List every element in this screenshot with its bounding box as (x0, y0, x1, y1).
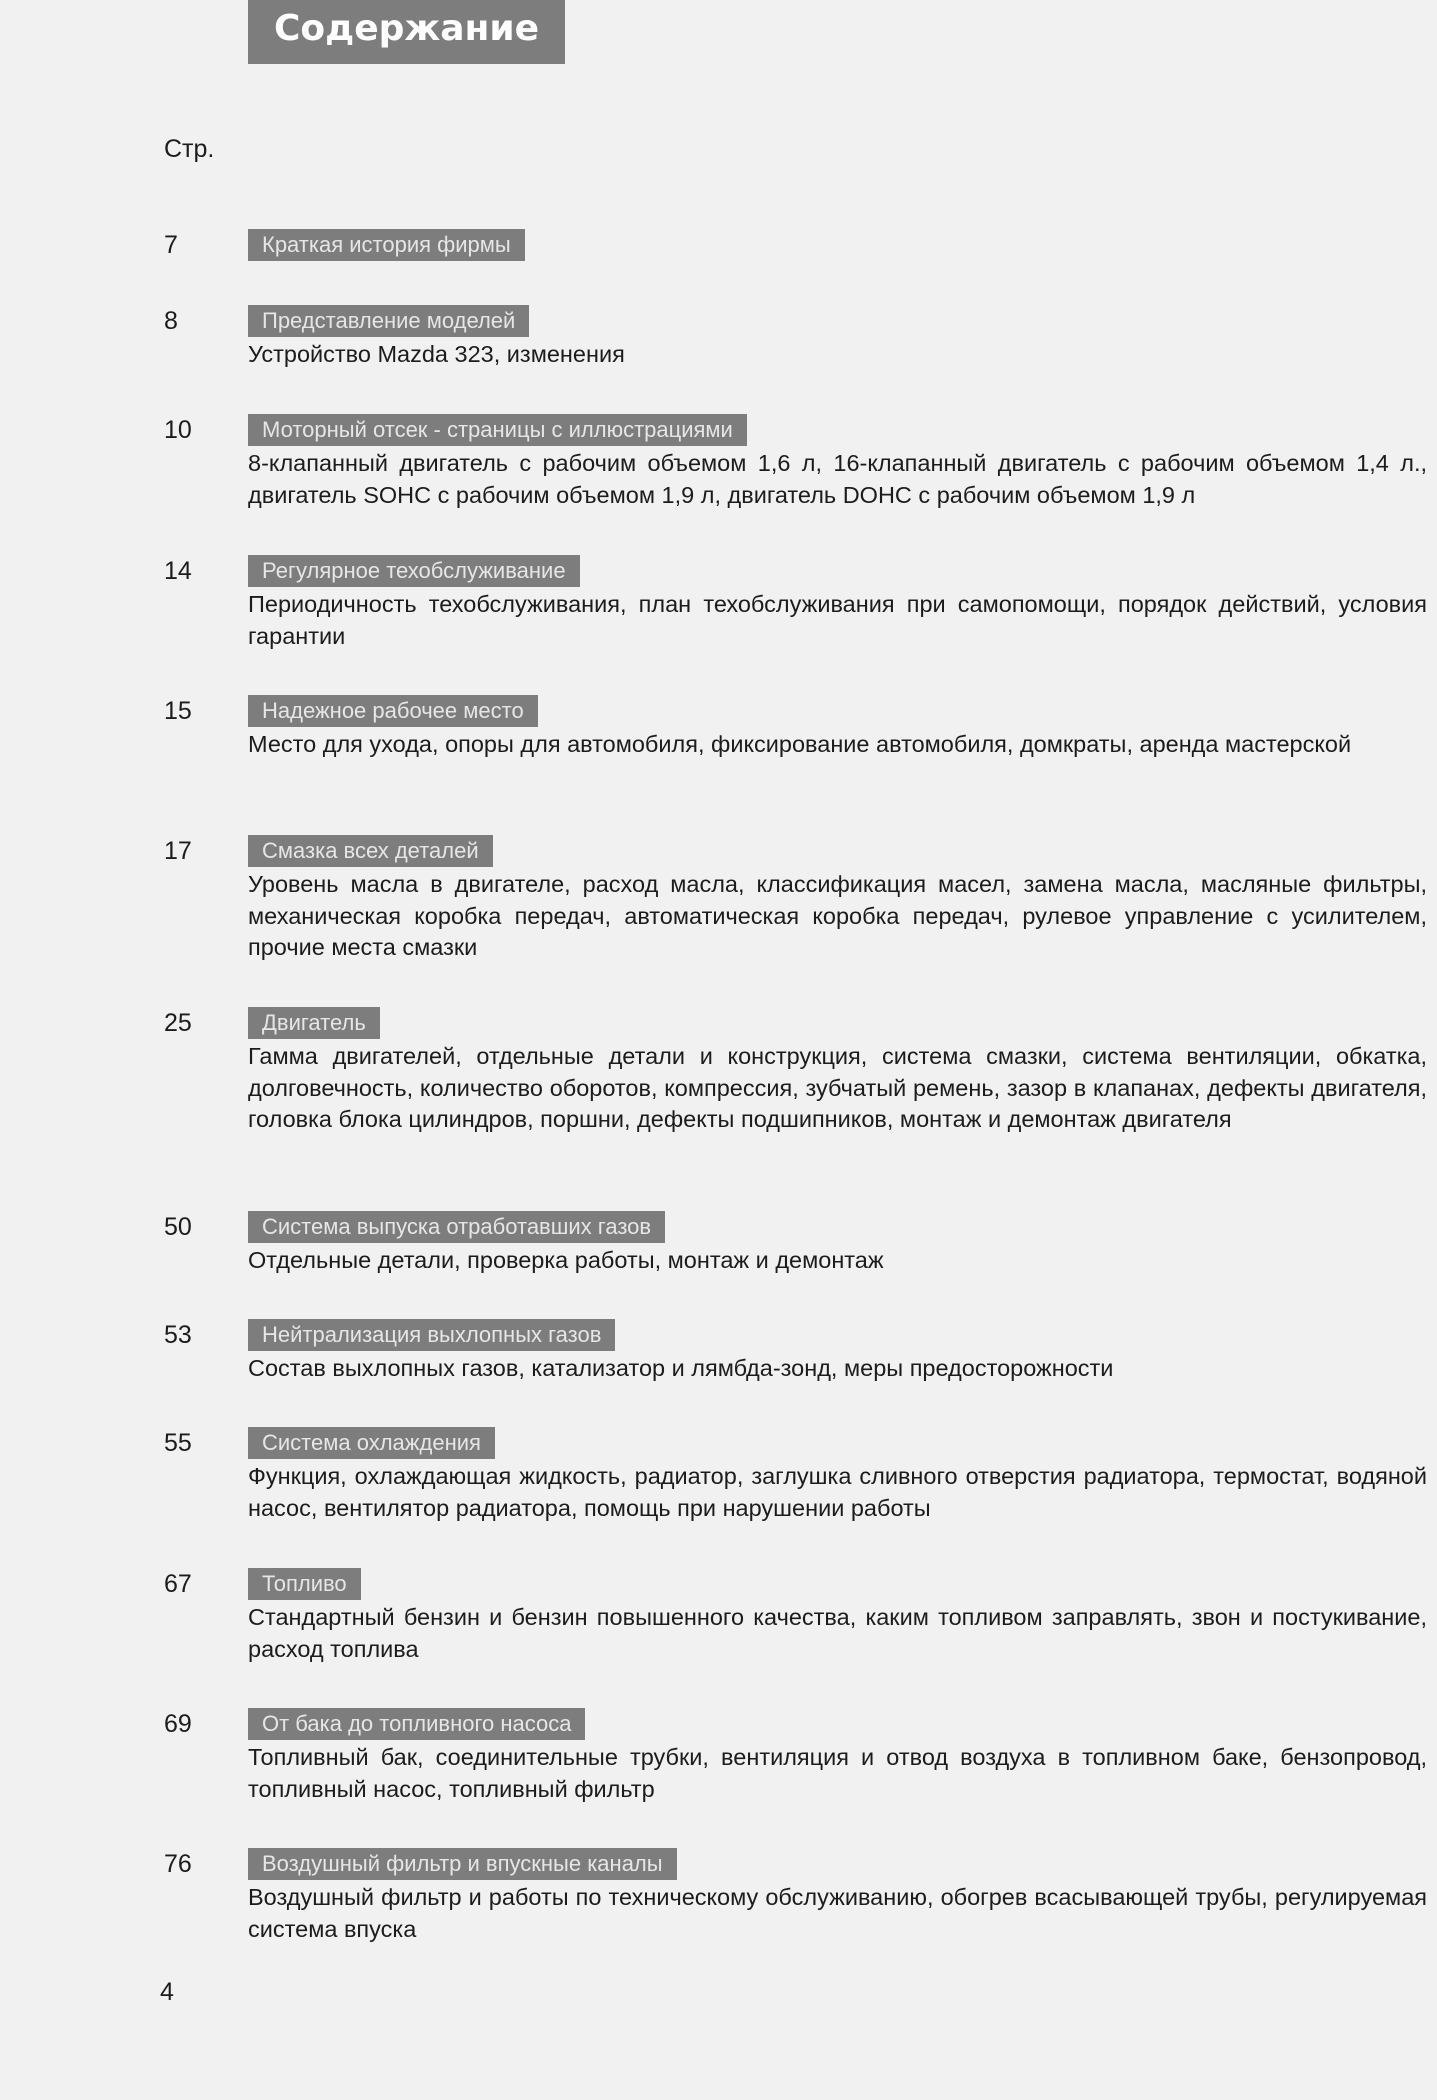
toc-section-description: Стандартный бензин и бензин повышенного качества, каким топливом заправлять, звон и постукивание, расход топлива (248, 1604, 1427, 1662)
toc-section-description: Топливный бак, соединительные трубки, вентиляция и отвод воздуха в топливном баке, бензопровод, топливный насос, топливный фильтр (248, 1744, 1427, 1802)
page-title: Содержание (248, 0, 565, 64)
toc-page-number: 25 (164, 1009, 192, 1037)
page-column-label: Стр. (164, 135, 215, 163)
toc-section-description: 8-клапанный двигатель с рабочим объемом 1,6 л, 16-клапанный двигатель с рабочим объемом 1,4 л., двигатель SOHC с рабочим объемом 1,9 л, двигатель DOHC с рабочим объемом 1,9 л (248, 450, 1427, 508)
toc-section-title[interactable]: Смазка всех деталей (248, 835, 493, 867)
toc-section-title[interactable]: Представление моделей (248, 305, 529, 337)
toc-section-description: Уровень масла в двигателе, расход масла, классификация масел, замена масла, масляные фильтры, механическая коробка передач, автоматическая коробка передач, рулевое управление с усилителем, прочие места смазки (248, 871, 1427, 960)
toc-section-title[interactable]: Система охлаждения (248, 1427, 495, 1459)
toc-page-number: 55 (164, 1429, 192, 1457)
toc-section-title[interactable]: Регулярное техобслуживание (248, 555, 580, 587)
toc-section-description: Отдельные детали, проверка работы, монтаж и демонтаж (248, 1247, 884, 1273)
toc-section-title[interactable]: Воздушный фильтр и впускные каналы (248, 1848, 677, 1880)
toc-page-number: 7 (164, 231, 178, 259)
toc-section-description: Гамма двигателей, отдельные детали и конструкция, система смазки, система вентиляции, обкатка, долговечность, количество оборотов, компрессия, зубчатый ремень, зазор в клапанах, дефекты двигателя, головка блока цилиндров, поршни, дефекты подшипников, монтаж и демонтаж двигателя (248, 1043, 1427, 1132)
toc-section-description: Воздушный фильтр и работы по техническому обслуживанию, обогрев всасывающей трубы, регулируемая система впуска (248, 1884, 1427, 1942)
page-number: 4 (160, 1978, 174, 2006)
toc-section-title[interactable]: От бака до топливного насоса (248, 1708, 585, 1740)
toc-section-description: Функция, охлаждающая жидкость, радиатор, заглушка сливного отверстия радиатора, термостат, водяной насос, вентилятор радиатора, помощь при нарушении работы (248, 1463, 1427, 1521)
toc-section-title[interactable]: Моторный отсек - страницы с иллюстрациями (248, 414, 747, 446)
toc-page-number: 76 (164, 1850, 192, 1878)
toc-section-title[interactable]: Нейтрализация выхлопных газов (248, 1319, 615, 1351)
toc-section-title[interactable]: Двигатель (248, 1007, 380, 1039)
toc-page-number: 17 (164, 837, 192, 865)
toc-page-number: 8 (164, 307, 178, 335)
toc-section-description: Место для ухода, опоры для автомобиля, фиксирование автомобиля, домкраты, аренда мастерской (248, 731, 1352, 757)
toc-page-number: 14 (164, 557, 192, 585)
toc-page-number: 69 (164, 1710, 192, 1738)
toc-section-title[interactable]: Система выпуска отработавших газов (248, 1211, 665, 1243)
toc-page-number: 53 (164, 1321, 192, 1349)
toc-section-title[interactable]: Топливо (248, 1568, 361, 1600)
toc-section-description: Состав выхлопных газов, катализатор и лямбда-зонд, меры предосторожности (248, 1355, 1114, 1381)
toc-page-number: 10 (164, 416, 192, 444)
toc-section-title[interactable]: Краткая история фирмы (248, 229, 525, 261)
toc-page-number: 50 (164, 1213, 192, 1241)
toc-page-number: 67 (164, 1570, 192, 1598)
toc-section-description: Устройство Mazda 323, изменения (248, 341, 625, 367)
toc-section-title[interactable]: Надежное рабочее место (248, 695, 538, 727)
toc-section-description: Периодичность техобслуживания, план техобслуживания при самопомощи, порядок действий, условия гарантии (248, 591, 1427, 649)
toc-page-number: 15 (164, 697, 192, 725)
